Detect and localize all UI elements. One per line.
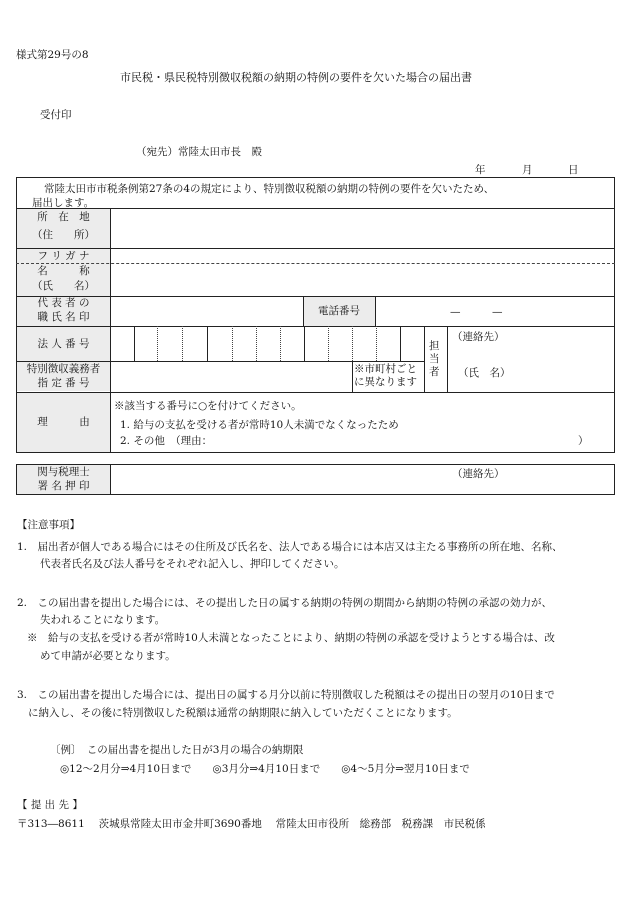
municipality-note [354, 363, 417, 389]
notes-heading: 【注意事項】 [17, 519, 80, 531]
receipt-stamp-label: 受付印 [40, 109, 72, 121]
form-title: 市民税・県民税特別徴収税額の納期の特例の要件を欠いた場合の届出書 [120, 71, 472, 84]
addressee: 常陸太田市長 殿 [178, 146, 262, 158]
designated-number-label-2: 指 定 番 号 [37, 377, 90, 389]
reason-option-2-close: ） [578, 435, 589, 447]
example-items: ◎12～2月分⇒4月10日まで ◎3月分⇒4月10日まで ◎4～5月分⇒翌月10日まで [60, 763, 470, 775]
reason-label: 理 由 [37, 416, 90, 428]
name-label-alt: （氏 名） [32, 280, 95, 292]
contact-label: （連絡先） [452, 331, 505, 343]
example-heading: 〔例〕 この届出書を提出した日が3月の場合の納期限 [50, 744, 304, 756]
contact-person-char-1: 担 [429, 340, 440, 352]
note-2-line-2: 失われることになります。 [40, 614, 166, 626]
tax-accountant-contact: （連絡先） [452, 468, 505, 480]
note-1-line-1: 1. 届出者が個人である場合にはその住所及び氏名を、法人である場合には本店又は主たる事務所の所在地、名称、 [17, 541, 563, 553]
reason-option-1[interactable]: 1. 給与の支払を受ける者が常時10人未満でなくなったため [120, 419, 399, 431]
date-year[interactable]: 年 [475, 164, 486, 176]
date-day[interactable]: 日 [568, 164, 579, 176]
reason-option-2[interactable]: 2. その他 （理由： [120, 435, 213, 447]
note-3-line-2: に納入し、その後に特別徴収した税額は通常の納期限に納入していただくことになります。 [28, 707, 458, 719]
addressee-prefix: （宛先） [136, 146, 178, 158]
contact-name-label: （氏 名） [458, 367, 511, 379]
contact-person-char-2: 当 [429, 353, 440, 365]
note-1-line-2: 代表者氏名及び法人番号をそれぞれ記入し、押印してください。 [40, 558, 345, 570]
intro-line-1: 常陸太田市市税条例第27条の4の規定により、特別徴収税額の納期の特例の要件を欠いたため、 [44, 183, 495, 195]
submission-address: 〒313―8611 茨城県常陸太田市金井町3690番地 常陸太田市役所 総務部 税務課 市民税係 [17, 818, 486, 830]
address-label: 所 在 地 [37, 211, 90, 223]
representative-label: 代 表 者 の [37, 297, 90, 309]
date-month[interactable]: 月 [522, 164, 533, 176]
note-2-remark-line-1: ※ 給与の支払を受ける者が常時10人未満となったことにより、納期の特例の承認を受けようとする場合は、改 [27, 632, 555, 644]
tax-accountant-label-2: 署 名 押 印 [37, 480, 90, 492]
municipality-note-line-1: ※市町村ごと [354, 363, 417, 375]
municipality-note-line-2: に異なります [354, 376, 417, 388]
note-3-line-1: 3. この届出書を提出した場合には、提出日の属する月分以前に特別徴収した税額はその提出日の翌月の10日まで [17, 689, 555, 701]
note-2-line-1: 2. この届出書を提出した場合には、その提出した日の属する納期の特例の期間から納期の特例の承認の効力が、 [17, 597, 553, 609]
phone-label: 電話番号 [318, 305, 360, 317]
form-number: 様式第29号の8 [16, 49, 89, 61]
representative-label-2: 職 氏 名 印 [37, 311, 90, 323]
intro-line-2: 届出します。 [32, 197, 95, 209]
reason-instruction: ※該当する番号に○を付けてください。 [114, 400, 302, 412]
name-label: 名 称 [37, 265, 90, 277]
contact-person-char-3: 者 [429, 366, 440, 378]
designated-number-label: 特別徴収義務者 [26, 363, 101, 375]
note-2-remark-line-2: めて申請が必要となります。 [40, 650, 176, 662]
address-label-alt: （住 所） [32, 229, 95, 241]
contact-person-label [429, 340, 440, 379]
furigana-label: フ リ ガ ナ [37, 249, 90, 262]
tax-accountant-label: 関与税理士 [37, 466, 90, 478]
corporate-number-label: 法 人 番 号 [37, 337, 90, 350]
phone-input[interactable]: — — [450, 306, 503, 318]
submission-heading: 【 提 出 先 】 [17, 799, 83, 811]
